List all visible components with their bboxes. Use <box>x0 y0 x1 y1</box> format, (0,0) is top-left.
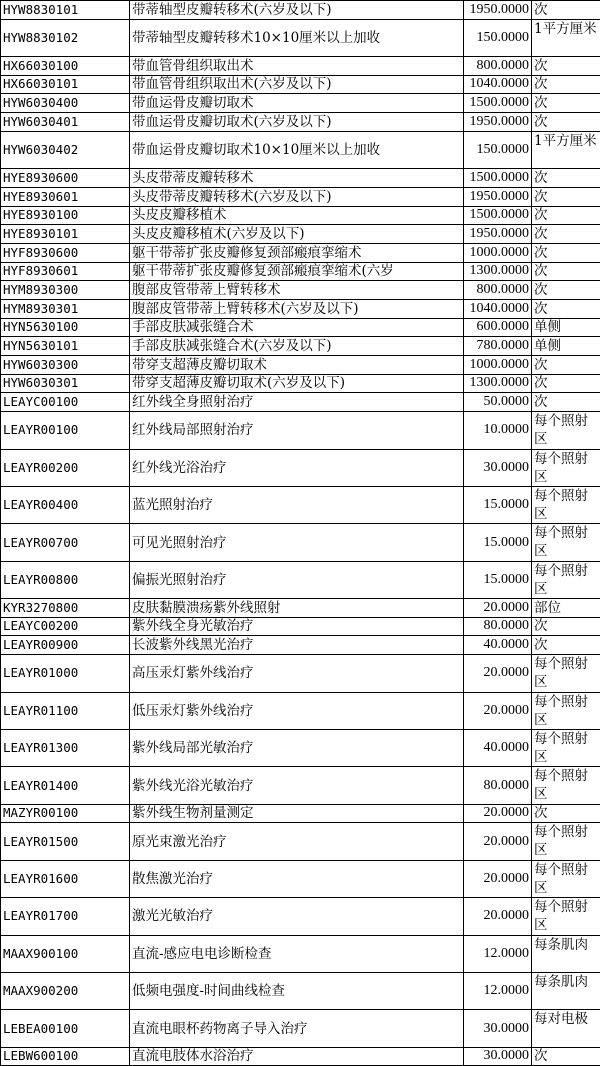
item-price-cell: 1000.0000 <box>464 243 532 262</box>
item-name-cell: 可见光照射治疗 <box>130 524 464 561</box>
item-unit-cell: 次 <box>532 57 600 76</box>
table-row <box>1 823 600 860</box>
table-row <box>1 767 600 804</box>
item-name-cell: 低频电强度-时间曲线检查 <box>130 972 464 1009</box>
item-name-cell: 带血管骨组织取出术 <box>130 57 464 76</box>
item-unit-cell: 每条肌肉 <box>532 972 600 1009</box>
table-row <box>1 131 600 168</box>
item-code-cell: LEAYR01300 <box>1 729 130 766</box>
item-price-cell: 12.0000 <box>464 935 532 972</box>
item-code-cell: HYW6030300 <box>1 356 130 375</box>
table-row <box>1 206 600 225</box>
item-code-cell: LEAYR00200 <box>1 449 130 486</box>
item-name-cell: 直流-感应电电诊断检查 <box>130 935 464 972</box>
item-price-cell: 15.0000 <box>464 561 532 598</box>
item-code-cell: MAZYR00100 <box>1 804 130 823</box>
item-code-cell: HYN5630101 <box>1 337 130 356</box>
item-code-cell: HYE8930101 <box>1 225 130 244</box>
table-row <box>1 935 600 972</box>
item-unit-cell: 次 <box>532 169 600 188</box>
item-name-cell: 长波紫外线黑光治疗 <box>130 636 464 655</box>
table-row <box>1 636 600 655</box>
item-unit-cell: 每对电极 <box>532 1010 600 1047</box>
item-code-cell: LEAYR00100 <box>1 412 130 449</box>
table-row <box>1 187 600 206</box>
item-unit-cell: 次 <box>532 225 600 244</box>
item-name-cell: 皮肤黏膜溃疡紫外线照射 <box>130 599 464 618</box>
table-row <box>1 412 600 449</box>
item-name-cell: 激光光敏治疗 <box>130 898 464 935</box>
item-price-cell: 150.0000 <box>464 19 532 56</box>
table-row <box>1 94 600 113</box>
item-code-cell: LEAYR01700 <box>1 898 130 935</box>
item-unit-cell: 次 <box>532 281 600 300</box>
item-price-cell: 10.0000 <box>464 412 532 449</box>
item-unit-cell: 每个照射区 <box>532 412 600 449</box>
table-row <box>1 655 600 692</box>
item-code-cell: HYE8930100 <box>1 206 130 225</box>
item-code-cell: LEAYR01600 <box>1 860 130 897</box>
item-price-cell: 1500.0000 <box>464 169 532 188</box>
item-unit-cell: 每个照射区 <box>532 860 600 897</box>
item-price-cell: 1000.0000 <box>464 356 532 375</box>
item-unit-cell: 次 <box>532 187 600 206</box>
item-price-cell: 1300.0000 <box>464 374 532 393</box>
item-unit-cell: 每条肌肉 <box>532 935 600 972</box>
item-price-cell: 800.0000 <box>464 281 532 300</box>
table-row <box>1 300 600 319</box>
item-name-cell: 散焦激光治疗 <box>130 860 464 897</box>
table-row <box>1 393 600 412</box>
item-price-cell: 30.0000 <box>464 1010 532 1047</box>
item-code-cell: HYE8930600 <box>1 169 130 188</box>
item-price-cell: 30.0000 <box>464 1047 532 1066</box>
table-row <box>1 599 600 618</box>
item-price-cell: 150.0000 <box>464 131 532 168</box>
item-code-cell: KYR3270800 <box>1 599 130 618</box>
item-code-cell: LEAYC00100 <box>1 393 130 412</box>
table-row <box>1 804 600 823</box>
item-code-cell: HYF8930601 <box>1 262 130 281</box>
table-row <box>1 225 600 244</box>
item-code-cell: HX66030101 <box>1 75 130 94</box>
table-row <box>1 449 600 486</box>
table-row <box>1 972 600 1009</box>
item-unit-cell: 1平方厘米 <box>532 19 600 56</box>
item-unit-cell: 每个照射区 <box>532 898 600 935</box>
item-code-cell: LEAYR00800 <box>1 561 130 598</box>
item-price-cell: 20.0000 <box>464 804 532 823</box>
table-row <box>1 561 600 598</box>
item-code-cell: MAAX900200 <box>1 972 130 1009</box>
item-price-cell: 20.0000 <box>464 692 532 729</box>
item-name-cell: 躯干带蒂扩张皮瓣修复颈部瘢痕挛缩术(六岁 <box>130 262 464 281</box>
item-name-cell: 紫外线光浴光敏治疗 <box>130 767 464 804</box>
item-price-cell: 12.0000 <box>464 972 532 1009</box>
item-name-cell: 红外线局部照射治疗 <box>130 412 464 449</box>
table-row <box>1 692 600 729</box>
item-name-cell: 腹部皮管带蒂上臂转移术 <box>130 281 464 300</box>
item-code-cell: HYW6030400 <box>1 94 130 113</box>
table-row <box>1 318 600 337</box>
item-price-cell: 20.0000 <box>464 823 532 860</box>
table-row <box>1 19 600 56</box>
item-price-cell: 20.0000 <box>464 599 532 618</box>
item-code-cell: HYW6030301 <box>1 374 130 393</box>
item-name-cell: 紫外线生物剂量测定 <box>130 804 464 823</box>
item-unit-cell: 每个照射区 <box>532 449 600 486</box>
item-name-cell: 直流电眼杯药物离子导入治疗 <box>130 1010 464 1047</box>
item-code-cell: LEAYR01000 <box>1 655 130 692</box>
item-price-cell: 15.0000 <box>464 524 532 561</box>
table-row <box>1 860 600 897</box>
table-row <box>1 524 600 561</box>
table-row <box>1 57 600 76</box>
item-name-cell: 带血管骨组织取出术(六岁及以下) <box>130 75 464 94</box>
item-unit-cell: 单侧 <box>532 337 600 356</box>
item-name-cell: 红外线光浴治疗 <box>130 449 464 486</box>
item-unit-cell: 单侧 <box>532 318 600 337</box>
table-row <box>1 337 600 356</box>
item-name-cell: 带穿支超薄皮瓣切取术(六岁及以下) <box>130 374 464 393</box>
item-code-cell: LEBEA00100 <box>1 1010 130 1047</box>
item-unit-cell: 每个照射区 <box>532 561 600 598</box>
item-price-cell: 50.0000 <box>464 393 532 412</box>
table-row <box>1 486 600 523</box>
table-row <box>1 1 600 20</box>
item-price-cell: 1040.0000 <box>464 300 532 319</box>
item-name-cell: 带血运骨皮瓣切取术 <box>130 94 464 113</box>
item-code-cell: HX66030100 <box>1 57 130 76</box>
item-name-cell: 带蒂轴型皮瓣转移术(六岁及以下) <box>130 1 464 20</box>
table-row <box>1 75 600 94</box>
item-unit-cell: 每个照射区 <box>532 524 600 561</box>
table-row <box>1 356 600 375</box>
item-unit-cell: 次 <box>532 374 600 393</box>
table-row <box>1 281 600 300</box>
item-unit-cell: 1平方厘米 <box>532 131 600 168</box>
item-price-cell: 1950.0000 <box>464 225 532 244</box>
item-code-cell: LEAYR01100 <box>1 692 130 729</box>
item-unit-cell: 次 <box>532 393 600 412</box>
item-price-cell: 20.0000 <box>464 860 532 897</box>
item-price-cell: 40.0000 <box>464 729 532 766</box>
table-row <box>1 374 600 393</box>
item-name-cell: 头皮带蒂皮瓣转移术 <box>130 169 464 188</box>
table-row <box>1 729 600 766</box>
item-unit-cell: 次 <box>532 206 600 225</box>
item-price-cell: 780.0000 <box>464 337 532 356</box>
item-unit-cell: 次 <box>532 617 600 636</box>
item-name-cell: 带穿支超薄皮瓣切取术 <box>130 356 464 375</box>
item-code-cell: HYE8930601 <box>1 187 130 206</box>
item-name-cell: 低压汞灯紫外线治疗 <box>130 692 464 729</box>
item-code-cell: LEAYR00900 <box>1 636 130 655</box>
item-price-cell: 1950.0000 <box>464 187 532 206</box>
table-row <box>1 113 600 132</box>
item-name-cell: 直流电肢体水浴治疗 <box>130 1047 464 1066</box>
item-code-cell: HYN5630100 <box>1 318 130 337</box>
item-name-cell: 高压汞灯紫外线治疗 <box>130 655 464 692</box>
item-price-cell: 1950.0000 <box>464 113 532 132</box>
item-unit-cell: 每个照射区 <box>532 486 600 523</box>
item-code-cell: MAAX900100 <box>1 935 130 972</box>
item-unit-cell: 次 <box>532 243 600 262</box>
item-price-cell: 1500.0000 <box>464 206 532 225</box>
item-name-cell: 头皮带蒂皮瓣转移术(六岁及以下) <box>130 187 464 206</box>
item-unit-cell: 次 <box>532 1 600 20</box>
table-row <box>1 243 600 262</box>
item-code-cell: LEBW600100 <box>1 1047 130 1066</box>
item-name-cell: 带血运骨皮瓣切取术10×10厘米以上加收 <box>130 131 464 168</box>
fee-table-body <box>1 1 600 1066</box>
item-unit-cell: 次 <box>532 75 600 94</box>
item-name-cell: 头皮皮瓣移植术 <box>130 206 464 225</box>
item-price-cell: 1300.0000 <box>464 262 532 281</box>
item-code-cell: HYW6030402 <box>1 131 130 168</box>
item-name-cell: 偏振光照射治疗 <box>130 561 464 598</box>
item-price-cell: 1950.0000 <box>464 1 532 20</box>
item-name-cell: 躯干带蒂扩张皮瓣修复颈部瘢痕挛缩术 <box>130 243 464 262</box>
item-name-cell: 带血运骨皮瓣切取术(六岁及以下) <box>130 113 464 132</box>
item-name-cell: 紫外线全身光敏治疗 <box>130 617 464 636</box>
table-row <box>1 169 600 188</box>
item-name-cell: 紫外线局部光敏治疗 <box>130 729 464 766</box>
item-name-cell: 原光束激光治疗 <box>130 823 464 860</box>
item-unit-cell: 每个照射区 <box>532 692 600 729</box>
item-unit-cell: 次 <box>532 262 600 281</box>
item-code-cell: LEAYR00400 <box>1 486 130 523</box>
item-code-cell: HYF8930600 <box>1 243 130 262</box>
item-price-cell: 15.0000 <box>464 486 532 523</box>
item-code-cell: LEAYR01500 <box>1 823 130 860</box>
table-row <box>1 1047 600 1066</box>
item-price-cell: 1040.0000 <box>464 75 532 94</box>
item-price-cell: 1500.0000 <box>464 94 532 113</box>
item-name-cell: 腹部皮管带蒂上臂转移术(六岁及以下) <box>130 300 464 319</box>
item-unit-cell: 次 <box>532 356 600 375</box>
table-row <box>1 262 600 281</box>
item-price-cell: 20.0000 <box>464 655 532 692</box>
item-price-cell: 40.0000 <box>464 636 532 655</box>
item-unit-cell: 部位 <box>532 599 600 618</box>
item-code-cell: HYM8930300 <box>1 281 130 300</box>
item-price-cell: 800.0000 <box>464 57 532 76</box>
item-unit-cell: 每个照射区 <box>532 823 600 860</box>
item-name-cell: 带蒂轴型皮瓣转移术10×10厘米以上加收 <box>130 19 464 56</box>
item-price-cell: 600.0000 <box>464 318 532 337</box>
item-price-cell: 80.0000 <box>464 767 532 804</box>
item-unit-cell: 次 <box>532 636 600 655</box>
item-price-cell: 80.0000 <box>464 617 532 636</box>
item-name-cell: 手部皮肤减张缝合术 <box>130 318 464 337</box>
item-unit-cell: 次 <box>532 113 600 132</box>
item-unit-cell: 次 <box>532 300 600 319</box>
table-row <box>1 898 600 935</box>
item-price-cell: 20.0000 <box>464 898 532 935</box>
item-unit-cell: 次 <box>532 94 600 113</box>
item-unit-cell: 次 <box>532 804 600 823</box>
item-name-cell: 手部皮肤减张缝合术(六岁及以下) <box>130 337 464 356</box>
item-unit-cell: 每个照射区 <box>532 767 600 804</box>
item-code-cell: LEAYC00200 <box>1 617 130 636</box>
item-code-cell: LEAYR01400 <box>1 767 130 804</box>
item-name-cell: 蓝光照射治疗 <box>130 486 464 523</box>
item-code-cell: HYW8830102 <box>1 19 130 56</box>
item-unit-cell: 每个照射区 <box>532 729 600 766</box>
table-row <box>1 617 600 636</box>
item-unit-cell: 次 <box>532 1047 600 1066</box>
item-name-cell: 红外线全身照射治疗 <box>130 393 464 412</box>
item-name-cell: 头皮皮瓣移植术(六岁及以下) <box>130 225 464 244</box>
item-code-cell: HYM8930301 <box>1 300 130 319</box>
item-code-cell: HYW6030401 <box>1 113 130 132</box>
item-code-cell: LEAYR00700 <box>1 524 130 561</box>
item-code-cell: HYW8830101 <box>1 1 130 20</box>
item-price-cell: 30.0000 <box>464 449 532 486</box>
item-unit-cell: 每个照射区 <box>532 655 600 692</box>
